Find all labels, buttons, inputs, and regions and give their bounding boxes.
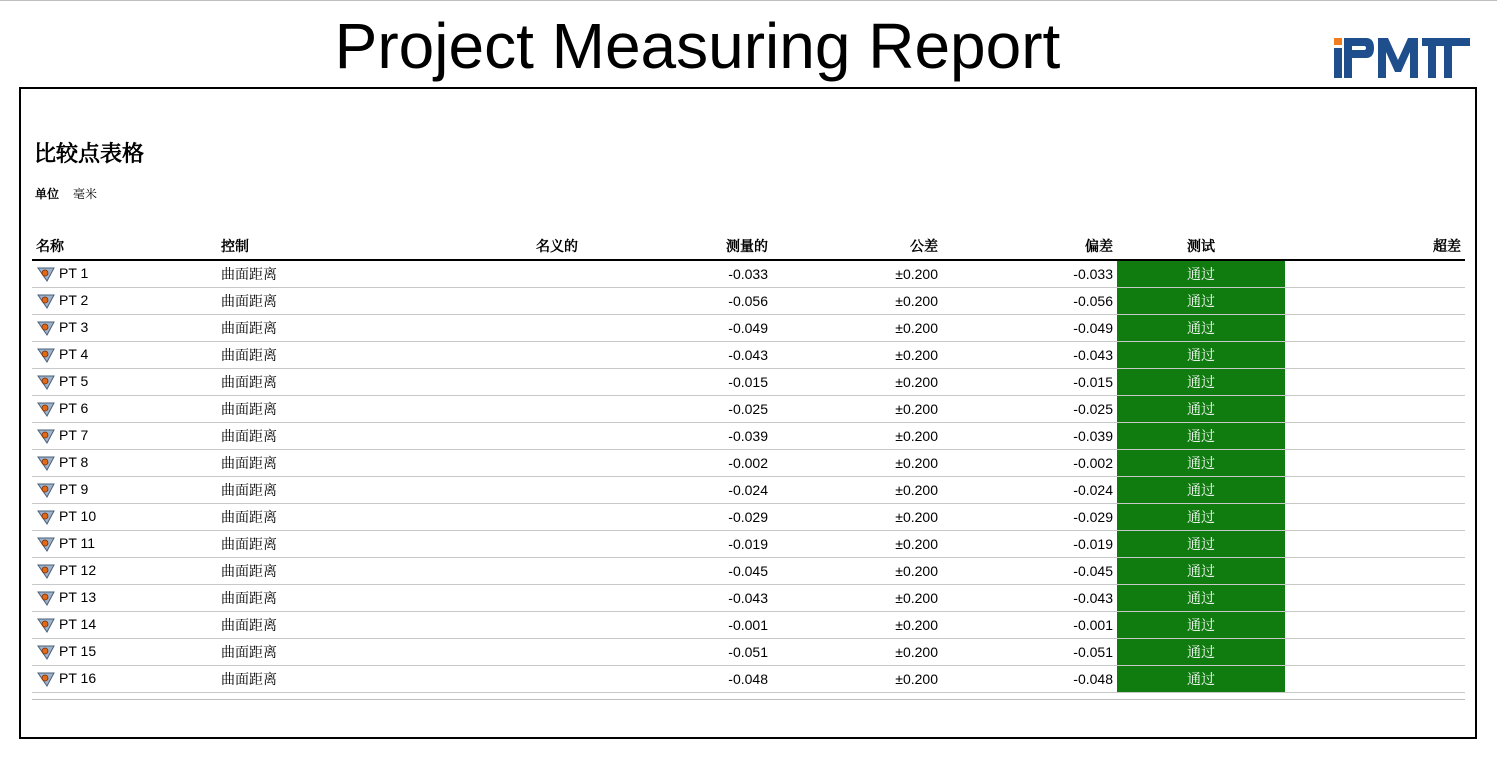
col-header-measured: 测量的 — [582, 233, 772, 260]
table-row — [32, 558, 1465, 585]
point-name: PT 12 — [59, 561, 97, 578]
tolerance-cell: ±0.200 — [772, 639, 942, 666]
table-row — [32, 288, 1465, 315]
nominal-cell — [362, 260, 582, 288]
over-cell — [1285, 315, 1465, 342]
table-row — [32, 585, 1465, 612]
surface-point-icon — [36, 643, 56, 661]
table-row — [32, 342, 1465, 369]
over-cell — [1285, 585, 1465, 612]
nominal-cell — [362, 288, 582, 315]
surface-point-icon — [36, 292, 56, 310]
measured-cell: -0.043 — [582, 585, 772, 612]
over-cell — [1285, 450, 1465, 477]
test-status-badge: 通过 — [1117, 585, 1285, 612]
control-cell: 曲面距离 — [217, 477, 362, 504]
col-header-over: 超差 — [1285, 233, 1465, 260]
surface-point-icon — [36, 373, 56, 391]
test-status-badge: 通过 — [1117, 369, 1285, 396]
over-cell — [1285, 666, 1465, 693]
tolerance-cell: ±0.200 — [772, 288, 942, 315]
surface-point-icon — [36, 265, 56, 283]
table-row — [32, 639, 1465, 666]
nominal-cell — [362, 639, 582, 666]
table-row — [32, 369, 1465, 396]
tolerance-cell: ±0.200 — [772, 342, 942, 369]
table-body — [32, 260, 1465, 693]
point-name: PT 13 — [59, 588, 97, 605]
nominal-cell — [362, 612, 582, 639]
tolerance-cell: ±0.200 — [772, 315, 942, 342]
table-row — [32, 423, 1465, 450]
table-row — [32, 477, 1465, 504]
surface-point-icon — [36, 427, 56, 445]
col-header-name: 名称 — [32, 233, 217, 260]
test-status-badge: 通过 — [1117, 477, 1285, 504]
point-name-cell — [32, 612, 217, 639]
control-cell: 曲面距离 — [217, 585, 362, 612]
tolerance-cell: ±0.200 — [772, 585, 942, 612]
surface-point-icon — [36, 400, 56, 418]
measured-cell: -0.001 — [582, 612, 772, 639]
table-end-rule — [32, 699, 1465, 700]
test-status-badge: 通过 — [1117, 396, 1285, 423]
point-name-cell — [32, 504, 217, 531]
control-cell: 曲面距离 — [217, 369, 362, 396]
point-name: PT 15 — [59, 642, 97, 659]
point-name: PT 6 — [59, 399, 89, 416]
test-status-badge: 通过 — [1117, 450, 1285, 477]
measured-cell: -0.019 — [582, 531, 772, 558]
deviation-cell: -0.051 — [942, 639, 1117, 666]
tolerance-cell: ±0.200 — [772, 612, 942, 639]
col-header-test: 测试 — [1117, 233, 1285, 260]
measured-cell: -0.002 — [582, 450, 772, 477]
over-cell — [1285, 369, 1465, 396]
surface-point-icon — [36, 454, 56, 472]
point-name: PT 8 — [59, 453, 89, 470]
point-name-cell — [32, 396, 217, 423]
nominal-cell — [362, 531, 582, 558]
report-frame — [19, 87, 1477, 739]
measured-cell: -0.048 — [582, 666, 772, 693]
surface-point-icon — [36, 508, 56, 526]
col-header-control: 控制 — [217, 233, 362, 260]
point-name-cell — [32, 315, 217, 342]
deviation-cell: -0.056 — [942, 288, 1117, 315]
test-status-badge: 通过 — [1117, 423, 1285, 450]
deviation-cell: -0.049 — [942, 315, 1117, 342]
table-row — [32, 612, 1465, 639]
test-status-badge: 通过 — [1117, 504, 1285, 531]
table-header-row — [32, 233, 1465, 260]
table-row — [32, 315, 1465, 342]
deviation-cell: -0.001 — [942, 612, 1117, 639]
deviation-cell: -0.025 — [942, 396, 1117, 423]
deviation-cell: -0.043 — [942, 585, 1117, 612]
over-cell — [1285, 477, 1465, 504]
point-name-cell — [32, 342, 217, 369]
over-cell — [1285, 639, 1465, 666]
point-name: PT 10 — [59, 507, 97, 524]
point-name-cell — [32, 450, 217, 477]
control-cell: 曲面距离 — [217, 612, 362, 639]
point-name: PT 9 — [59, 480, 89, 497]
over-cell — [1285, 531, 1465, 558]
over-cell — [1285, 504, 1465, 531]
over-cell — [1285, 396, 1465, 423]
over-cell — [1285, 342, 1465, 369]
control-cell: 曲面距离 — [217, 531, 362, 558]
measured-cell: -0.049 — [582, 315, 772, 342]
nominal-cell — [362, 558, 582, 585]
point-name: PT 5 — [59, 372, 89, 389]
table-row — [32, 666, 1465, 693]
tolerance-cell: ±0.200 — [772, 369, 942, 396]
surface-point-icon — [36, 670, 56, 688]
nominal-cell — [362, 666, 582, 693]
point-name: PT 14 — [59, 615, 97, 632]
deviation-cell: -0.002 — [942, 450, 1117, 477]
surface-point-icon — [36, 562, 56, 580]
units-value: 毫米 — [73, 187, 98, 201]
table-row — [32, 396, 1465, 423]
point-name: PT 7 — [59, 426, 89, 443]
control-cell: 曲面距离 — [217, 423, 362, 450]
deviation-cell: -0.033 — [942, 260, 1117, 288]
point-name: PT 11 — [59, 534, 96, 551]
tolerance-cell: ±0.200 — [772, 423, 942, 450]
units-label: 单位 — [35, 187, 60, 201]
control-cell: 曲面距离 — [217, 450, 362, 477]
point-name-cell — [32, 558, 217, 585]
units-line — [35, 185, 97, 202]
test-status-badge: 通过 — [1117, 342, 1285, 369]
nominal-cell — [362, 342, 582, 369]
test-status-badge: 通过 — [1117, 288, 1285, 315]
deviation-cell: -0.043 — [942, 342, 1117, 369]
deviation-cell: -0.048 — [942, 666, 1117, 693]
nominal-cell — [362, 585, 582, 612]
surface-point-icon — [36, 616, 56, 634]
col-header-nominal: 名义的 — [362, 233, 582, 260]
col-header-deviation: 偏差 — [942, 233, 1117, 260]
point-name-cell — [32, 585, 217, 612]
table-row — [32, 260, 1465, 288]
measured-cell: -0.051 — [582, 639, 772, 666]
tolerance-cell: ±0.200 — [772, 477, 942, 504]
test-status-badge: 通过 — [1117, 639, 1285, 666]
over-cell — [1285, 260, 1465, 288]
test-status-badge: 通过 — [1117, 558, 1285, 585]
nominal-cell — [362, 477, 582, 504]
point-name-cell — [32, 260, 217, 288]
deviation-cell: -0.029 — [942, 504, 1117, 531]
test-status-badge: 通过 — [1117, 666, 1285, 693]
control-cell: 曲面距离 — [217, 666, 362, 693]
point-name-cell — [32, 531, 217, 558]
surface-point-icon — [36, 319, 56, 337]
point-name-cell — [32, 288, 217, 315]
test-status-badge: 通过 — [1117, 260, 1285, 288]
deviation-cell: -0.045 — [942, 558, 1117, 585]
tolerance-cell: ±0.200 — [772, 396, 942, 423]
measured-cell: -0.033 — [582, 260, 772, 288]
over-cell — [1285, 612, 1465, 639]
surface-point-icon — [36, 346, 56, 364]
measured-cell: -0.045 — [582, 558, 772, 585]
nominal-cell — [362, 450, 582, 477]
point-name-cell — [32, 477, 217, 504]
control-cell: 曲面距离 — [217, 260, 362, 288]
measured-cell: -0.039 — [582, 423, 772, 450]
table-row — [32, 504, 1465, 531]
control-cell: 曲面距离 — [217, 396, 362, 423]
tolerance-cell: ±0.200 — [772, 666, 942, 693]
point-name: PT 1 — [59, 264, 89, 281]
surface-point-icon — [36, 481, 56, 499]
point-name-cell — [32, 666, 217, 693]
tolerance-cell: ±0.200 — [772, 260, 942, 288]
over-cell — [1285, 558, 1465, 585]
tolerance-cell: ±0.200 — [772, 504, 942, 531]
point-name: PT 2 — [59, 291, 89, 308]
deviation-cell: -0.015 — [942, 369, 1117, 396]
control-cell: 曲面距离 — [217, 504, 362, 531]
point-name-cell — [32, 423, 217, 450]
comparison-points-table — [32, 233, 1465, 693]
section-title: 比较点表格 — [34, 142, 145, 167]
point-name: PT 16 — [59, 669, 97, 686]
measured-cell: -0.025 — [582, 396, 772, 423]
control-cell: 曲面距离 — [217, 315, 362, 342]
table-row — [32, 531, 1465, 558]
measured-cell: -0.024 — [582, 477, 772, 504]
nominal-cell — [362, 396, 582, 423]
nominal-cell — [362, 315, 582, 342]
over-cell — [1285, 288, 1465, 315]
surface-point-icon — [36, 535, 56, 553]
tolerance-cell: ±0.200 — [772, 558, 942, 585]
measured-cell: -0.029 — [582, 504, 772, 531]
control-cell: 曲面距离 — [217, 288, 362, 315]
measured-cell: -0.056 — [582, 288, 772, 315]
deviation-cell: -0.019 — [942, 531, 1117, 558]
tolerance-cell: ±0.200 — [772, 450, 942, 477]
nominal-cell — [362, 423, 582, 450]
table-row — [32, 450, 1465, 477]
measured-cell: -0.043 — [582, 342, 772, 369]
point-name-cell — [32, 639, 217, 666]
over-cell — [1285, 423, 1465, 450]
deviation-cell: -0.039 — [942, 423, 1117, 450]
measured-cell: -0.015 — [582, 369, 772, 396]
control-cell: 曲面距离 — [217, 639, 362, 666]
point-name: PT 4 — [59, 345, 89, 362]
test-status-badge: 通过 — [1117, 315, 1285, 342]
report-title: Project Measuring Report — [334, 10, 1061, 82]
nominal-cell — [362, 504, 582, 531]
nominal-cell — [362, 369, 582, 396]
test-status-badge: 通过 — [1117, 612, 1285, 639]
point-name: PT 3 — [59, 318, 89, 335]
deviation-cell: -0.024 — [942, 477, 1117, 504]
control-cell: 曲面距离 — [217, 558, 362, 585]
surface-point-icon — [36, 589, 56, 607]
point-name-cell — [32, 369, 217, 396]
col-header-tolerance: 公差 — [772, 233, 942, 260]
control-cell: 曲面距离 — [217, 342, 362, 369]
tolerance-cell: ±0.200 — [772, 531, 942, 558]
test-status-badge: 通过 — [1117, 531, 1285, 558]
top-divider — [0, 0, 1497, 1]
pmt-logo — [1332, 34, 1472, 80]
